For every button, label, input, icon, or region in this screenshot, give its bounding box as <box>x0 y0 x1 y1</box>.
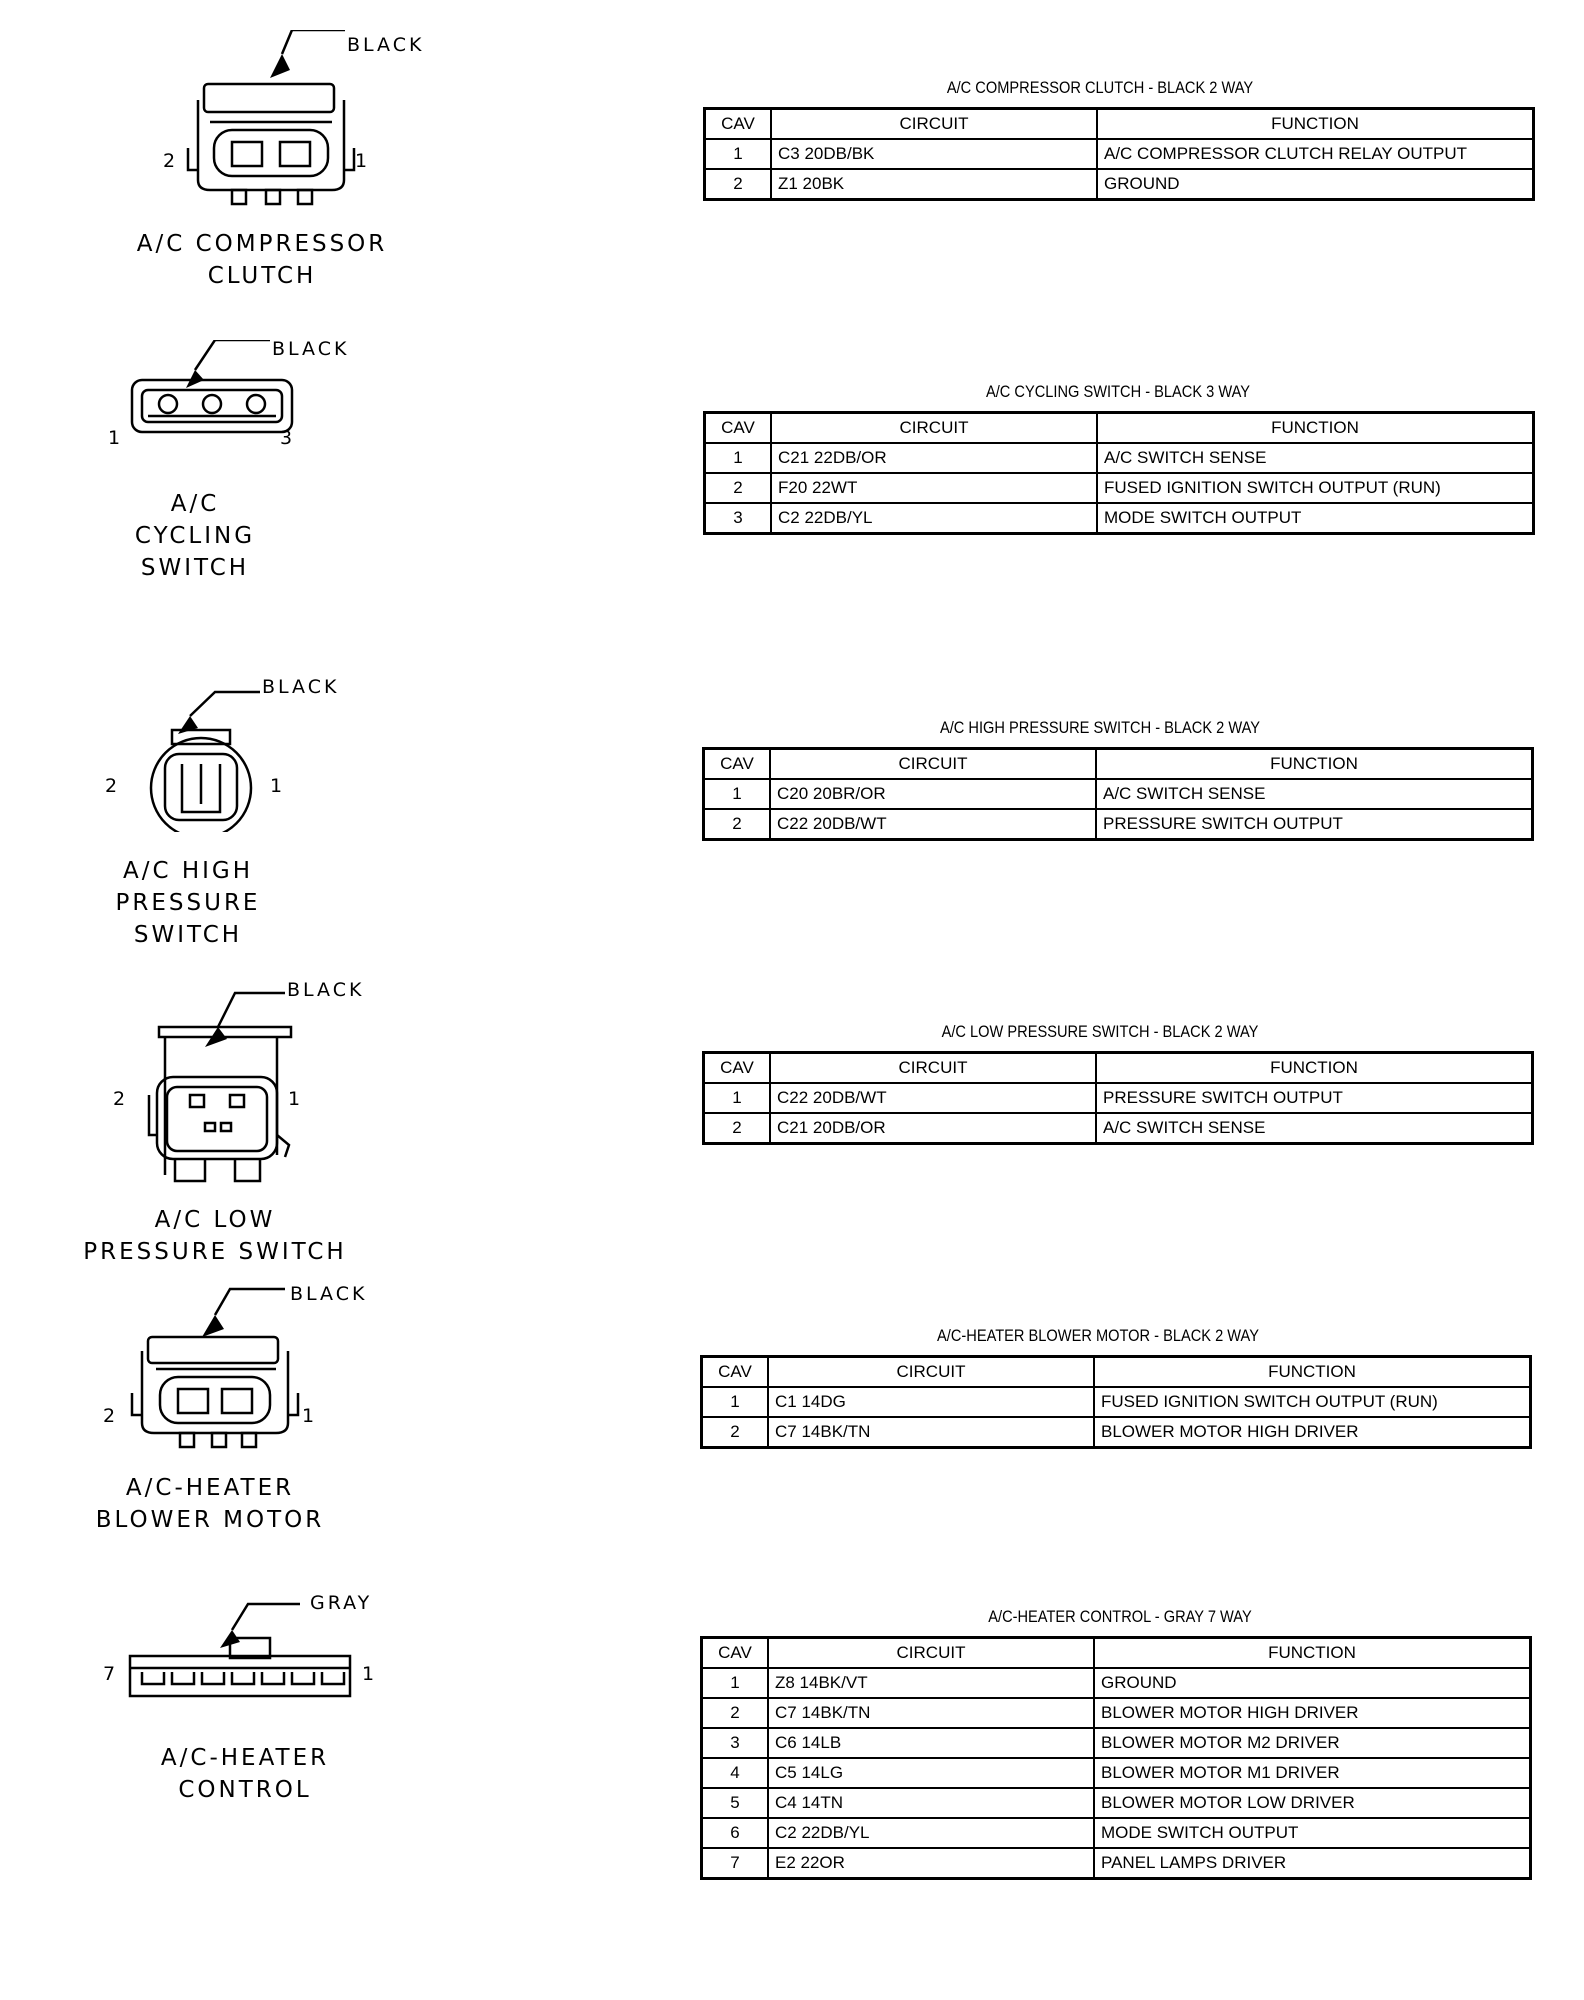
connector-color-label: BLACK <box>290 1283 368 1305</box>
header-function: FUNCTION <box>1097 413 1534 444</box>
table-row <box>702 1758 1531 1788</box>
pinout-table <box>700 1636 1532 1880</box>
cell-circuit: Z1 20BK <box>771 169 1097 200</box>
cell-cav: 2 <box>705 473 772 503</box>
high-pressure-switch-connector-drawing <box>110 682 310 832</box>
pinout-table <box>703 411 1535 535</box>
pin-number-right: 1 <box>288 1088 301 1110</box>
cell-cav: 3 <box>702 1728 769 1758</box>
cell-circuit: C6 14LB <box>768 1728 1094 1758</box>
table-header-row <box>704 749 1533 780</box>
pin-number-right: 1 <box>355 150 368 172</box>
cell-function: GROUND <box>1097 169 1534 200</box>
connector-color-label: BLACK <box>262 676 340 698</box>
header-cav: CAV <box>702 1357 769 1388</box>
table-row <box>702 1417 1531 1448</box>
table-title: A/C-HEATER BLOWER MOTOR - BLACK 2 WAY <box>937 1326 1259 1345</box>
cell-cav: 2 <box>702 1698 769 1728</box>
cell-circuit: C7 14BK/TN <box>768 1698 1094 1728</box>
table-row <box>702 1387 1531 1417</box>
cell-function: FUSED IGNITION SWITCH OUTPUT (RUN) <box>1097 473 1534 503</box>
connector-name: A/C CYCLING SWITCH <box>134 491 256 581</box>
cell-function: A/C SWITCH SENSE <box>1096 779 1533 809</box>
cell-function: MODE SWITCH OUTPUT <box>1094 1818 1531 1848</box>
connector-color-label: BLACK <box>287 979 365 1001</box>
cell-function: BLOWER MOTOR HIGH DRIVER <box>1094 1417 1531 1448</box>
cell-cav: 4 <box>702 1758 769 1788</box>
header-cav: CAV <box>704 749 771 780</box>
table-row <box>705 503 1534 534</box>
table-row <box>704 779 1533 809</box>
cell-circuit: C2 22DB/YL <box>768 1818 1094 1848</box>
table-title: A/C HIGH PRESSURE SWITCH - BLACK 2 WAY <box>939 718 1261 737</box>
connector-name: A/C HIGH PRESSURE SWITCH <box>115 858 261 948</box>
pin-number-left: 2 <box>105 775 118 797</box>
pinout-table <box>702 1051 1534 1145</box>
table-header-row <box>705 413 1534 444</box>
cell-cav: 2 <box>704 809 771 840</box>
cell-function: GROUND <box>1094 1668 1531 1698</box>
cell-function: FUSED IGNITION SWITCH OUTPUT (RUN) <box>1094 1387 1531 1417</box>
cell-circuit: C7 14BK/TN <box>768 1417 1094 1448</box>
pin-number-left: 7 <box>103 1663 116 1685</box>
header-circuit: CIRCUIT <box>768 1638 1094 1669</box>
cell-circuit: F20 22WT <box>771 473 1097 503</box>
table-row <box>705 473 1534 503</box>
table-row <box>702 1818 1531 1848</box>
cell-circuit: C1 14DG <box>768 1387 1094 1417</box>
header-cav: CAV <box>705 413 772 444</box>
cell-cav: 7 <box>702 1848 769 1879</box>
pin-number-left: 2 <box>103 1405 116 1427</box>
cell-function: BLOWER MOTOR M2 DRIVER <box>1094 1728 1531 1758</box>
cell-function: PRESSURE SWITCH OUTPUT <box>1096 809 1533 840</box>
header-circuit: CIRCUIT <box>770 749 1096 780</box>
cell-circuit: C5 14LG <box>768 1758 1094 1788</box>
cell-circuit: C22 20DB/WT <box>770 809 1096 840</box>
pin-number-right: 3 <box>280 427 293 449</box>
connector-color-label: GRAY <box>310 1592 373 1614</box>
cell-cav: 6 <box>702 1818 769 1848</box>
header-circuit: CIRCUIT <box>771 109 1097 140</box>
low-pressure-switch-connector-drawing <box>135 985 335 1185</box>
pin-number-right: 1 <box>302 1405 315 1427</box>
pin-number-right: 1 <box>270 775 283 797</box>
cell-circuit: C3 20DB/BK <box>771 139 1097 169</box>
cell-cav: 1 <box>704 1083 771 1113</box>
table-row <box>705 169 1534 200</box>
header-circuit: CIRCUIT <box>770 1053 1096 1084</box>
cell-circuit: C4 14TN <box>768 1788 1094 1818</box>
cell-function: BLOWER MOTOR LOW DRIVER <box>1094 1788 1531 1818</box>
table-row <box>704 809 1533 840</box>
table-header-row <box>705 109 1534 140</box>
table-title: A/C-HEATER CONTROL - GRAY 7 WAY <box>988 1607 1252 1626</box>
table-row <box>704 1113 1533 1144</box>
table-row <box>702 1728 1531 1758</box>
cell-cav: 2 <box>704 1113 771 1144</box>
connector-name: A/C COMPRESSOR CLUTCH <box>136 231 388 289</box>
cell-cav: 1 <box>702 1668 769 1698</box>
pinout-table <box>703 107 1535 201</box>
header-function: FUNCTION <box>1096 1053 1533 1084</box>
table-row <box>704 1083 1533 1113</box>
cell-function: A/C SWITCH SENSE <box>1097 443 1534 473</box>
table-row <box>705 139 1534 169</box>
cell-circuit: C21 20DB/OR <box>770 1113 1096 1144</box>
cell-function: MODE SWITCH OUTPUT <box>1097 503 1534 534</box>
cell-cav: 5 <box>702 1788 769 1818</box>
header-function: FUNCTION <box>1094 1357 1531 1388</box>
table-title: A/C CYCLING SWITCH - BLACK 3 WAY <box>985 382 1251 401</box>
pin-number-left: 2 <box>113 1088 126 1110</box>
header-function: FUNCTION <box>1096 749 1533 780</box>
table-row <box>702 1698 1531 1728</box>
cell-cav: 1 <box>705 139 772 169</box>
header-function: FUNCTION <box>1097 109 1534 140</box>
table-row <box>702 1848 1531 1879</box>
cell-function: A/C SWITCH SENSE <box>1096 1113 1533 1144</box>
cell-function: BLOWER MOTOR HIGH DRIVER <box>1094 1698 1531 1728</box>
cell-cav: 1 <box>702 1387 769 1417</box>
table-title: A/C COMPRESSOR CLUTCH - BLACK 2 WAY <box>946 78 1254 97</box>
cell-function: PANEL LAMPS DRIVER <box>1094 1848 1531 1879</box>
table-row <box>702 1788 1531 1818</box>
cell-circuit: C22 20DB/WT <box>770 1083 1096 1113</box>
table-row <box>705 443 1534 473</box>
connector-color-label: BLACK <box>272 338 350 360</box>
cell-circuit: C21 22DB/OR <box>771 443 1097 473</box>
header-cav: CAV <box>702 1638 769 1669</box>
pin-number-right: 1 <box>362 1663 375 1685</box>
cell-function: A/C COMPRESSOR CLUTCH RELAY OUTPUT <box>1097 139 1534 169</box>
cell-cav: 3 <box>705 503 772 534</box>
cell-circuit: Z8 14BK/VT <box>768 1668 1094 1698</box>
cell-cav: 1 <box>705 443 772 473</box>
table-header-row <box>702 1638 1531 1669</box>
cell-cav: 1 <box>704 779 771 809</box>
compressor-clutch-connector-drawing <box>170 30 390 220</box>
cell-function: BLOWER MOTOR M1 DRIVER <box>1094 1758 1531 1788</box>
pinout-table <box>700 1355 1532 1449</box>
cell-cav: 2 <box>702 1417 769 1448</box>
table-header-row <box>702 1357 1531 1388</box>
connector-name: A/C LOW PRESSURE SWITCH <box>83 1207 347 1265</box>
cell-circuit: C2 22DB/YL <box>771 503 1097 534</box>
cell-circuit: E2 22OR <box>768 1848 1094 1879</box>
pinout-table <box>702 747 1534 841</box>
header-circuit: CIRCUIT <box>768 1357 1094 1388</box>
header-function: FUNCTION <box>1094 1638 1531 1669</box>
header-cav: CAV <box>705 109 772 140</box>
blower-motor-connector-drawing <box>120 1283 320 1463</box>
cell-circuit: C20 20BR/OR <box>770 779 1096 809</box>
pin-number-left: 1 <box>108 427 121 449</box>
pin-number-left: 2 <box>163 150 176 172</box>
table-row <box>702 1668 1531 1698</box>
header-circuit: CIRCUIT <box>771 413 1097 444</box>
table-title: A/C LOW PRESSURE SWITCH - BLACK 2 WAY <box>941 1022 1259 1041</box>
header-cav: CAV <box>704 1053 771 1084</box>
table-header-row <box>704 1053 1533 1084</box>
connector-name: A/C-HEATER BLOWER MOTOR <box>95 1475 325 1533</box>
connector-name: A/C-HEATER CONTROL <box>160 1745 330 1803</box>
cell-function: PRESSURE SWITCH OUTPUT <box>1096 1083 1533 1113</box>
connector-color-label: BLACK <box>347 34 425 56</box>
cell-cav: 2 <box>705 169 772 200</box>
